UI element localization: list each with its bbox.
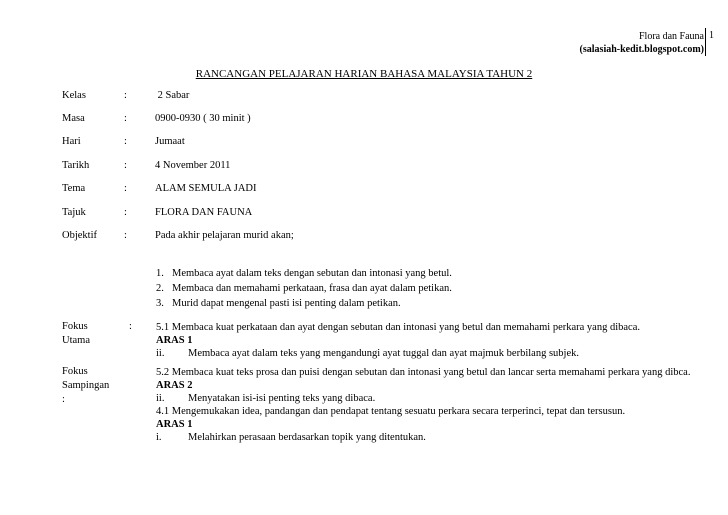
objective-number: 3.	[156, 298, 164, 309]
fokus-sampingan-label: Fokus Sampingan :	[62, 366, 110, 405]
header-doc-title: Flora dan Fauna	[639, 31, 704, 42]
fokus-sampingan-item-2-text: Melahirkan perasaan berdasarkan topik yang ditentukan.	[188, 432, 426, 443]
fokus-sampingan-aras-1: ARAS 2	[156, 380, 193, 391]
field-label: Kelas	[62, 90, 86, 101]
running-header	[580, 30, 704, 56]
fokus-sampingan-aras-2: ARAS 1	[156, 419, 193, 430]
objective-number: 1.	[156, 268, 164, 279]
field-colon: :	[124, 160, 127, 171]
field-value: ALAM SEMULA JADI	[155, 183, 257, 194]
objective-text: Membaca dan memahami perkataan, frasa dan ayat dalam petikan.	[172, 283, 452, 294]
fokus-utama-content	[156, 321, 640, 360]
fokus-sampingan-standard-1: 5.2 Membaca kuat teks prosa dan puisi dengan sebutan dan intonasi yang betul dan lancar serta memahami perkara yang dibca.	[156, 367, 691, 378]
objective-item	[156, 298, 401, 309]
fokus-utama-aras: ARAS 1	[156, 335, 193, 346]
field-value: Pada akhir pelajaran murid akan;	[155, 230, 294, 241]
fokus-utama-item-number: ii.	[156, 348, 165, 359]
field-label: Masa	[62, 113, 85, 124]
fokus-sampingan-item-2-number: i.	[156, 432, 162, 443]
field-value: 2 Sabar	[155, 90, 190, 101]
field-value: 0900-0930 ( 30 minit )	[155, 113, 251, 124]
document-title: RANCANGAN PELAJARAN HARIAN BAHASA MALAYSIA TAHUN 2	[195, 68, 533, 80]
fokus-utama-item	[156, 347, 640, 360]
objective-item	[156, 268, 452, 279]
field-label: Tarikh	[62, 160, 90, 171]
field-label: Tema	[62, 183, 86, 194]
field-label: Objektif	[62, 230, 97, 241]
field-colon: :	[124, 207, 127, 218]
field-label: Tajuk	[62, 207, 86, 218]
fokus-utama-label: Fokus Utama	[62, 321, 90, 346]
page-number: 1	[709, 30, 714, 41]
objective-text: Murid dapat mengenal pasti isi penting dalam petikan.	[172, 298, 401, 309]
fokus-sampingan-standard-2: 4.1 Mengemukakan idea, pandangan dan pendapat tentang sesuatu perkara secara terperinci, tepat dan tersusun.	[156, 406, 626, 417]
fokus-utama-colon: :	[129, 321, 132, 332]
objective-item	[156, 283, 452, 294]
header-divider	[705, 28, 706, 56]
field-colon: :	[124, 183, 127, 194]
fokus-sampingan-item-2	[156, 431, 690, 444]
field-value: FLORA DAN FAUNA	[155, 207, 253, 218]
objective-text: Membaca ayat dalam teks dengan sebutan dan intonasi yang betul.	[172, 268, 452, 279]
field-label: Hari	[62, 136, 81, 147]
field-colon: :	[124, 90, 127, 101]
fokus-utama-standard: 5.1 Membaca kuat perkataan dan ayat dengan sebutan dan intonasi yang betul dan memahami perkara yang dibaca.	[156, 322, 640, 333]
fokus-sampingan-item-1	[156, 392, 690, 405]
fokus-utama-item-text: Membaca ayat dalam teks yang mengandungi ayat tuggal dan ayat majmuk berbilang subjek.	[188, 348, 580, 359]
objective-number: 2.	[156, 283, 164, 294]
fokus-sampingan-content	[156, 366, 690, 444]
field-colon: :	[124, 136, 127, 147]
fokus-sampingan-item-1-text: Menyatakan isi-isi penting teks yang dibaca.	[188, 393, 376, 404]
field-colon: :	[124, 113, 127, 124]
field-value: Jumaat	[155, 136, 185, 147]
fokus-sampingan-item-1-number: ii.	[156, 393, 165, 404]
field-colon: :	[124, 230, 127, 241]
header-source: (salasiah-kedit.blogspot.com)	[579, 44, 704, 55]
field-value: 4 November 2011	[155, 160, 231, 171]
